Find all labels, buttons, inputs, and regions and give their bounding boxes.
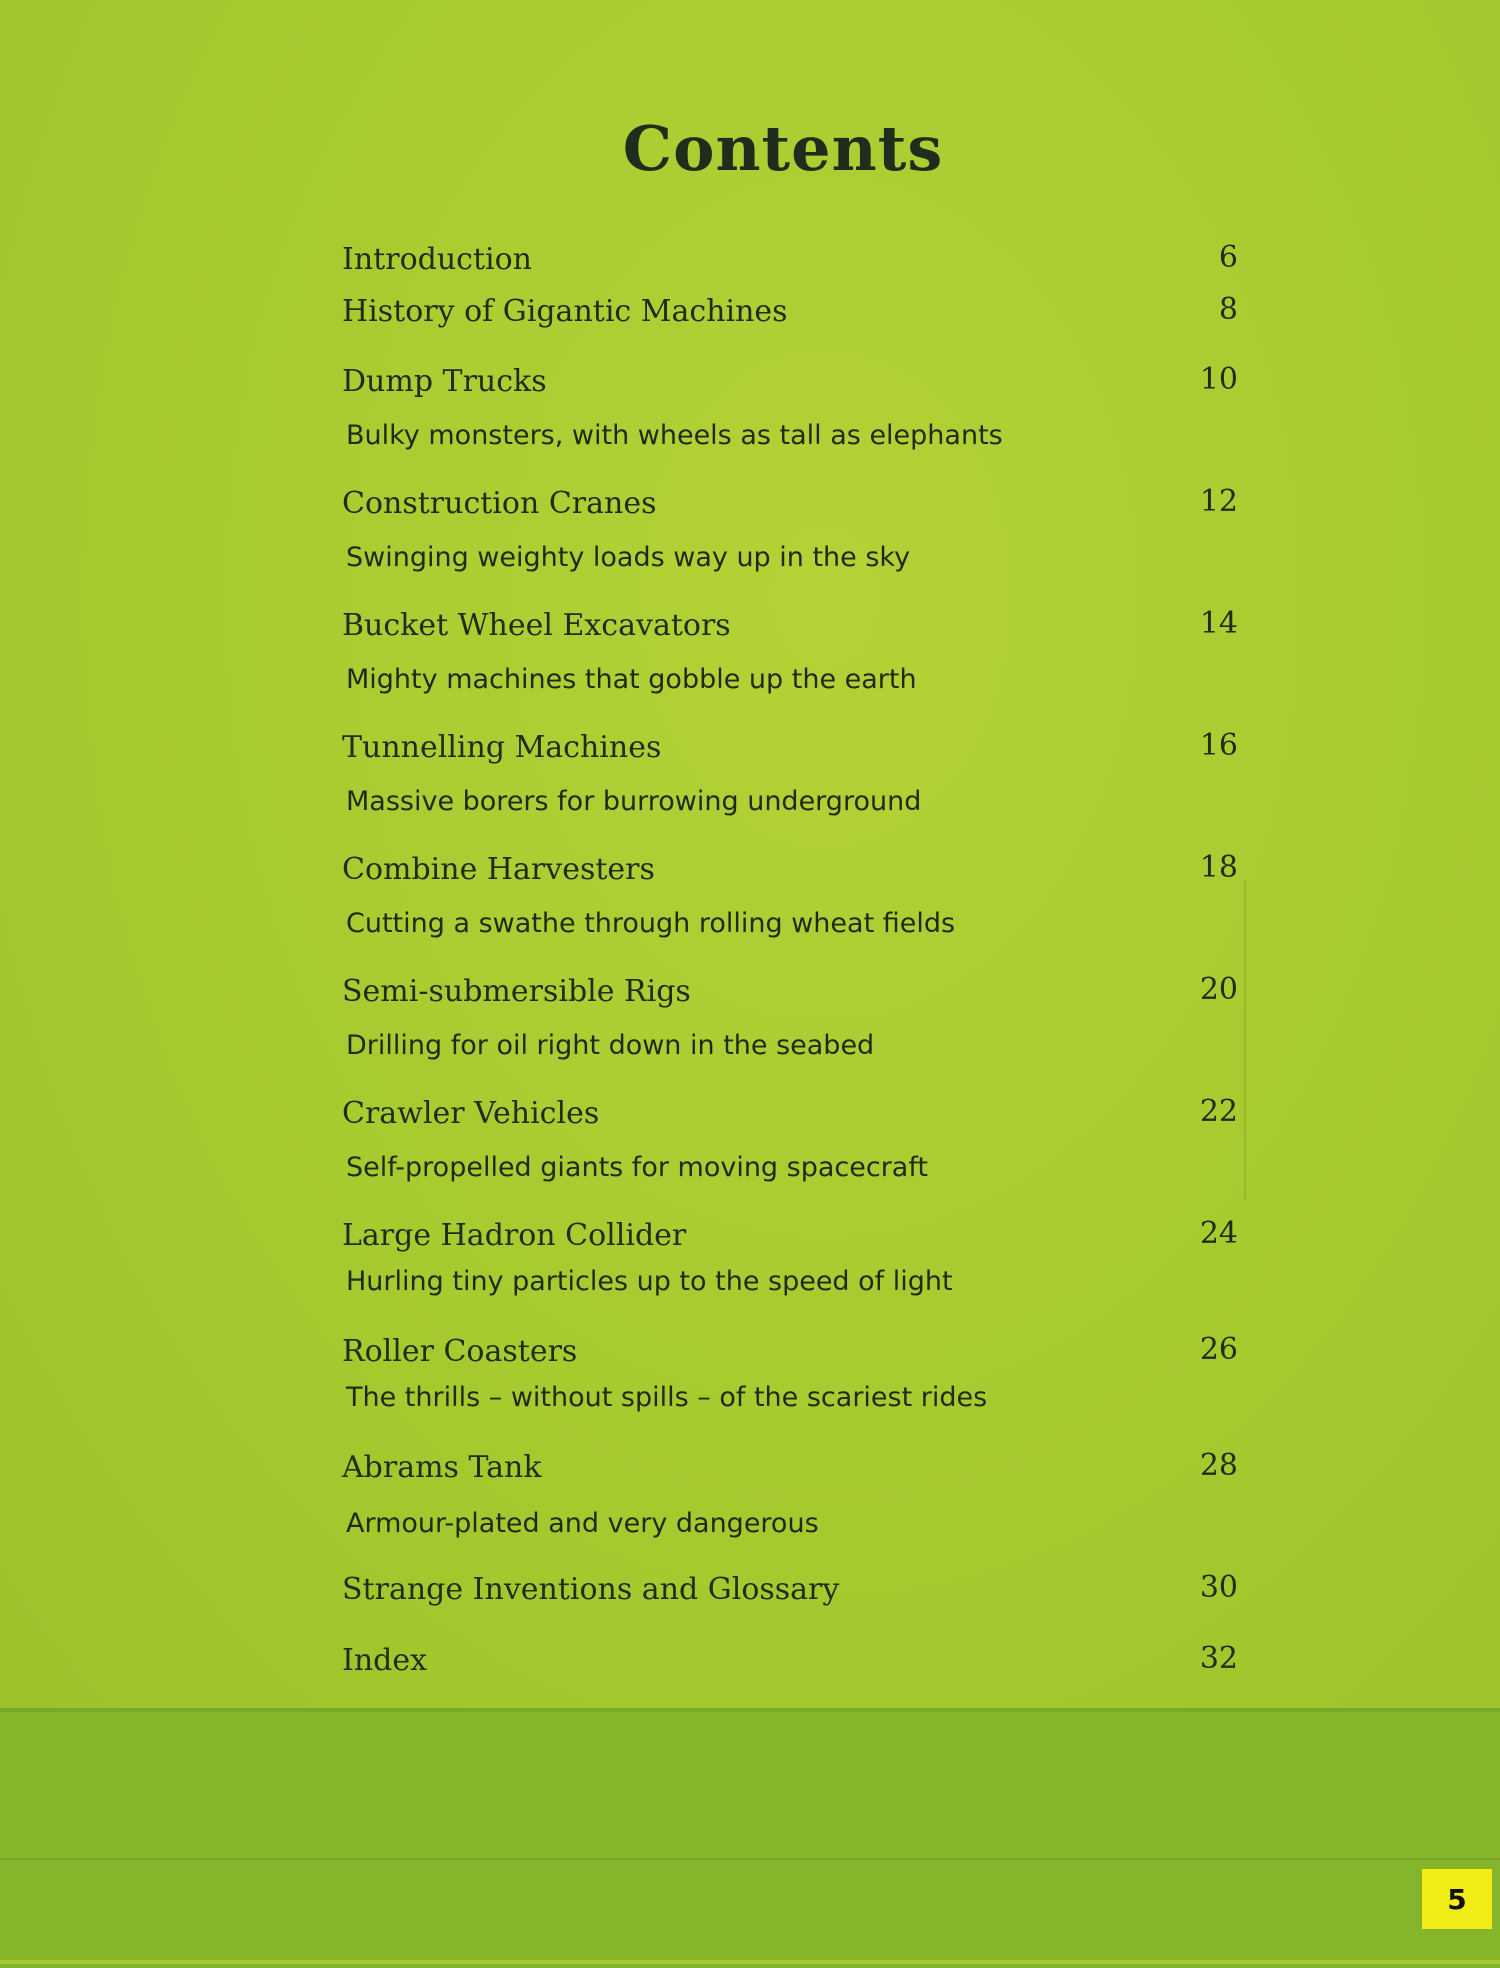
entry-title: History of Gigantic Machines — [342, 294, 788, 329]
footer-band — [0, 1708, 1500, 1968]
entry-page-number: 28 — [1199, 1448, 1238, 1483]
entry-subtitle: Swinging weighty loads way up in the sky — [346, 542, 911, 573]
entry-page-number: 22 — [1199, 1094, 1238, 1129]
entry-page-number: 12 — [1199, 484, 1238, 519]
entry-title: Crawler Vehicles — [342, 1096, 600, 1131]
entry-subtitle: Massive borers for burrowing underground — [346, 786, 922, 817]
entry-title: Bucket Wheel Excavators — [342, 608, 731, 643]
page-crease — [1244, 880, 1246, 1200]
page-title: Contents — [622, 112, 944, 185]
entry-subtitle: Hurling tiny particles up to the speed of light — [346, 1266, 953, 1297]
entry-subtitle: Mighty machines that gobble up the earth — [346, 664, 917, 695]
entry-title: Dump Trucks — [342, 364, 547, 399]
entry-title: Tunnelling Machines — [342, 730, 662, 765]
entry-page-number: 14 — [1199, 606, 1238, 641]
entry-page-number: 30 — [1199, 1570, 1238, 1605]
footer-divider-middle — [0, 1858, 1500, 1860]
entry-page-number: 32 — [1199, 1641, 1238, 1676]
entry-page-number: 20 — [1199, 972, 1238, 1007]
footer-divider-top — [0, 1708, 1500, 1712]
entry-page-number: 10 — [1199, 362, 1238, 397]
entry-title: Roller Coasters — [342, 1334, 578, 1369]
entry-subtitle: Self-propelled giants for moving spacecraft — [346, 1152, 928, 1183]
entry-page-number: 18 — [1199, 850, 1238, 885]
entry-title: Construction Cranes — [342, 486, 657, 521]
footer-divider-bottom — [0, 1960, 1500, 1964]
entry-page-number: 6 — [1218, 240, 1238, 275]
entry-title: Abrams Tank — [342, 1450, 542, 1485]
entry-page-number: 24 — [1199, 1216, 1238, 1251]
entry-title: Combine Harvesters — [342, 852, 655, 887]
entry-subtitle: Cutting a swathe through rolling wheat fields — [346, 908, 956, 939]
entry-page-number: 8 — [1218, 292, 1238, 327]
entry-subtitle: Armour-plated and very dangerous — [346, 1508, 819, 1539]
entry-title: Introduction — [342, 242, 532, 277]
entry-subtitle: Bulky monsters, with wheels as tall as elephants — [346, 420, 1003, 451]
entry-page-number: 26 — [1199, 1332, 1238, 1367]
entry-title: Semi-submersible Rigs — [342, 974, 691, 1009]
page-number: 5 — [1447, 1882, 1467, 1916]
entry-title: Large Hadron Collider — [342, 1218, 687, 1253]
entry-title: Index — [342, 1643, 428, 1678]
entry-subtitle: Drilling for oil right down in the seabed — [346, 1030, 875, 1061]
entry-subtitle: The thrills – without spills – of the scariest rides — [346, 1382, 988, 1413]
entry-title: Strange Inventions and Glossary — [342, 1572, 840, 1607]
entry-page-number: 16 — [1199, 728, 1238, 763]
page-number-badge — [1422, 1869, 1492, 1929]
